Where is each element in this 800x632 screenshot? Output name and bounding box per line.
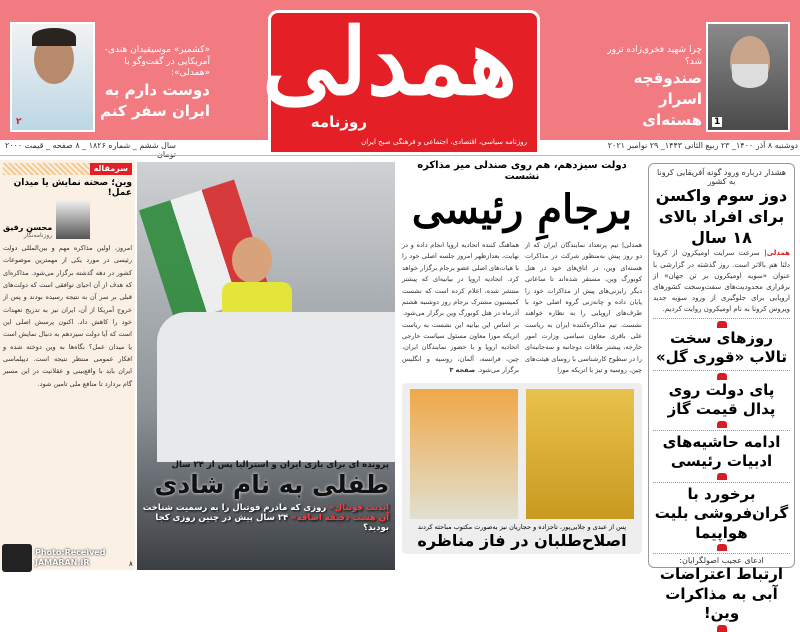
editorial-body: امروز، اولین مذاکره مهم و بین‌المللی دولت رئیسی در مورد یکی از مهمترین موضوعات کشور در دهه گذشته برگزار می‌شود. مذاکره‌ای که هدف از آن احیای توافقی است که دولت‌های قبلی بر سر آن به نتیجه رسیده بودند و پس از خروج آمریکا از آن، ایران نیز به تدریج تعهدات خود را کاهش داد. اکنون پرسش اصلی این است که آیا دولت سیزدهم به دنبال نمایش است یا میدان عمل؟ نگاه‌ها به وین دوخته شده و افکار عمومی منتظر نتیجه است. دیپلماسی ایران باید با واقع‌بینی و عقلانیت در این مسیر گام بردارد تا منافع ملی تامین شود. (3, 244, 132, 388)
page-marker-icon (717, 321, 727, 328)
lead-kicker: دولت سیزدهم، هم روی صندلی میز مذاکره نشست (417, 160, 627, 182)
item-headline: دوز سوم واکسن برای افراد بالای ۱۸ سال (655, 186, 788, 247)
editorial-column[interactable] (0, 160, 135, 570)
reformist-photo (526, 389, 634, 519)
page-marker-icon (717, 625, 727, 632)
lead-column-right: همدلی| تیم پرتعداد نمایندگان ایران که از دو روز پیش به‌منظور شرکت در مذاکرات هسته‌ای وین، در اتاق‌های خود در هتل کوبورگ وین، مستقر شده‌اند تا ساعاتی دیگر رایزنی‌های پیش از مذاکرات خود را پایان داده و چانه‌زنی گروه اصلی خود با طرف‌های اروپایی را به نظاره خواهند نشست. تیم مذاکره‌کننده ایران به ریاست علی باقری معاون سیاسی وزارت امور خارجه، پیشتر ملاقات دوجانبه و سه‌جانبه‌ای را در سطوح کارشناسی با روسای هیئت‌های چین، روسیه و تیز با اتریکه مورا (525, 241, 642, 375)
fakhrizadeh-photo[interactable] (706, 22, 790, 132)
divider (0, 155, 800, 156)
page-number: ۲ (16, 117, 22, 127)
teaser-label: آن هشت دقیقه اضافه» (291, 513, 389, 523)
sidebar-lead[interactable] (653, 168, 790, 316)
page-marker-icon (717, 544, 727, 551)
author-photo (56, 201, 90, 239)
page-number: 1 (714, 117, 721, 127)
sidebar-item[interactable]: پای دولت روی پدال قیمت گاز (667, 380, 776, 419)
header-left-story[interactable] (98, 45, 210, 122)
teaser[interactable]: روزی که مادرم فوتبال را به رسمیت شناخت (142, 503, 327, 513)
page-marker-icon (717, 473, 727, 480)
reformist-photo (410, 389, 518, 519)
sidebar-item[interactable]: ادامه حاشیه‌های ادبیات رئیسی (662, 432, 781, 471)
author-role: روزنامه‌نگار (23, 232, 53, 239)
sidebar-item[interactable]: برخورد با گران‌فروشی بلیت هواپیما (654, 484, 789, 542)
page-number: ۸ (129, 560, 133, 568)
jamaran-watermark: Photo:Received JAMARAN.IR (2, 544, 105, 572)
author-name: محسن رفیق (3, 223, 53, 232)
story-headline: صندوقچه اسرار هسته‌ای (633, 69, 702, 130)
jamaran-logo-icon (2, 544, 32, 572)
page-marker-icon (717, 373, 727, 380)
teaser[interactable]: ۲۴ سال پیش در چنین روزی کجا بودید؟ (155, 513, 389, 533)
page-ref[interactable]: صفحه ۳ (449, 366, 476, 375)
newspaper-logo (262, 8, 540, 155)
photo-headline: طفلی به نام شادی (154, 470, 389, 499)
news-sidebar (648, 163, 795, 623)
sidebar-item[interactable]: ادعای عجیب اصولگرایان: ارتباط اعتراضات آبی به مذاکرات وین! (659, 556, 784, 623)
photo-kicker: پرونده ای برای بازی ایران و استرالیا پس از ۲۴ سال (171, 460, 389, 470)
sidebar-item[interactable]: روزهای سخت تالاب «قوری گل» (655, 328, 788, 367)
page-marker-icon (717, 421, 727, 428)
item-body: همدلی| سرعت سرایت اومیکرون از کرونا دلتا هم بالاتر است. روز گذشته در گزارشی با عنوان «سویه اومیکرون بر تن جهان» از برقراری محدودیت‌های سفت‌وسخت کشورهای اروپایی برای جلوگیری از ورود سویه جدید ویروس کرونا به نام اومیکرون روایت کردیم. (653, 249, 790, 314)
lead-story[interactable] (402, 160, 642, 554)
issue-info: سال ششم _ شماره ۱۸۲۶ _ ۸ صفحه _ قیمت ۲۰۰۰ (4, 141, 176, 150)
story-kicker: «کشمیر» موسیقیدان هندی-آمریکایی در گفت‌وگو با «همدلی»: (104, 45, 210, 79)
story-headline: دوست دارم به ایران سفر کنم (100, 81, 210, 121)
fan-celebration-photo[interactable] (129, 162, 395, 570)
photo-headline: اصلاح‌طلبان در فاز مناظره (417, 530, 627, 550)
lead-headline: برجامِ رئیسی (411, 186, 633, 233)
story-kicker: چرا شهید فخری‌زاده ترور شد؟ (607, 45, 702, 67)
editorial-headline: وین؛ صحنه نمایش یا میدان عمل! (13, 178, 132, 198)
logo-tagline: روزنامه سیاسی، اقتصادی، اجتماعی و فرهنگی صبح ایران (361, 138, 527, 146)
logo-wordmark: همدلی (262, 8, 517, 116)
lead-column-left: هماهنگ کننده اتحادیه اروپا انجام داده و در نهایت، بعدازظهر امروز جلسه اصلی خود را با هیات‌های اصلی عضو برجام برگزار خواهد کرد. اتحادیه اروپا در بیانیه‌ای که پیشتر منتشر شده، اعلام کرده است که نشست کمیسیون مشترک برجام روز دوشنبه هشتم آذرماه در هتل کوبورگ وین برگزار می‌شود. بر اساس این بیانیه این نشست به ریاست انریکه مورا معاون مسئول سیاست خارجی اتحادیه اروپا و با حضور نمایندگان ایران، چین، فرانسه، آلمان، روسیه و انگلیس برگزار می‌شود. صفحه ۳ (402, 241, 519, 375)
section-label: سرمقاله (90, 163, 132, 175)
teaser-label: ابدیت فوتبال» (329, 503, 389, 513)
logo-prefix: روزنامه (310, 113, 367, 131)
photo-caption: پس از عبدی و جلایی‌پور، تاجزاده و حجاریان نیز به‌صورت مکتوب مباحثه کردند (417, 522, 627, 531)
header-right-story[interactable] (600, 45, 702, 131)
musician-photo[interactable] (10, 22, 95, 132)
issue-date: دوشنبه ۸ آذر ۱۴۰۰_ ۲۳ ربیع الثانی ۱۴۴۳_ ۲۹ نوامبر ۲۰۲۱ (607, 141, 798, 150)
item-kicker: هشدار درباره ورود گونه آفریقایی کرونا به کشور (657, 168, 786, 186)
